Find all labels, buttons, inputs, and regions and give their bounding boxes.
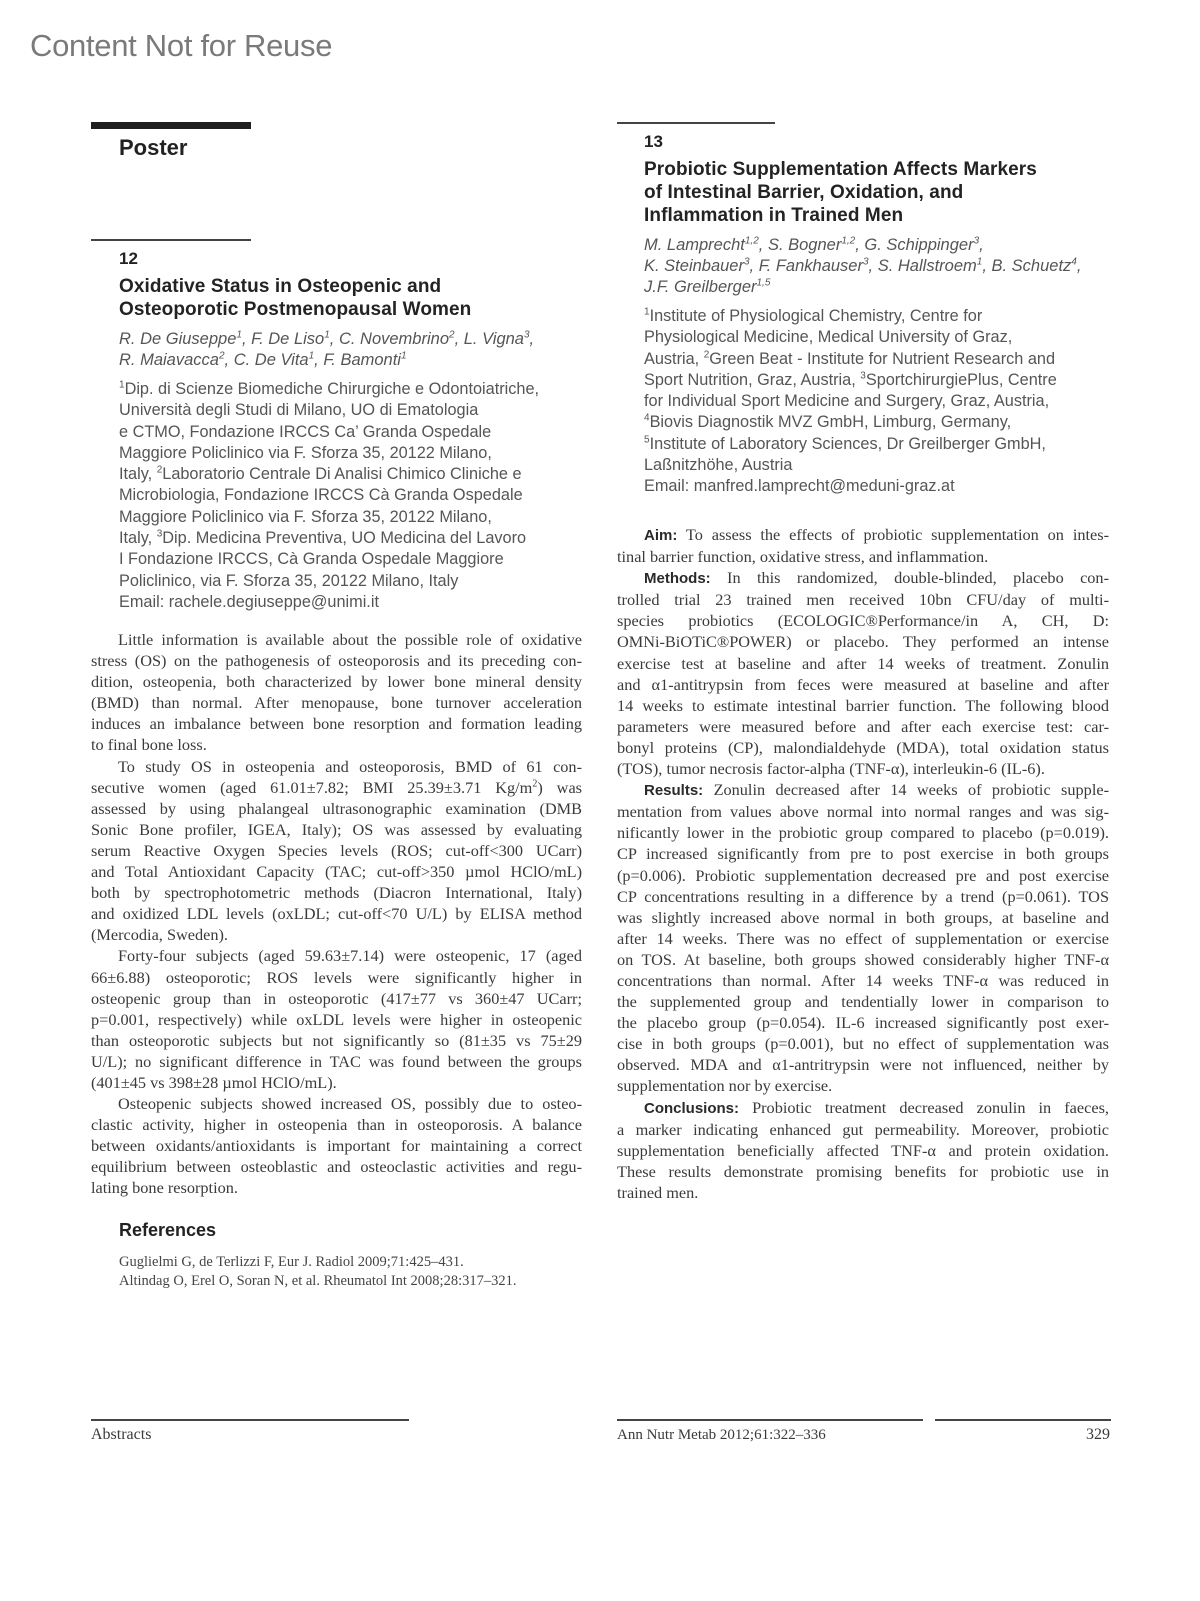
body-text: Probiotic treatment decreased zonulin in faeces, [739, 1097, 1109, 1117]
body-line: nificantly lower in the probiotic group compared to placebo (p=0.019). [617, 823, 1109, 843]
affil-line: Laßnitzhöhe, Austria [644, 456, 793, 475]
body-line: both by spectrophotometric methods (Diacron International, Italy) [91, 883, 582, 903]
abstract-12-number: 12 [119, 249, 138, 268]
affil-line: Biovis Diagnostik MVZ GmbH, Limburg, Germany, [649, 413, 1012, 432]
footer-journal-citation: Ann Nutr Metab 2012;61:322–336 [617, 1427, 826, 1443]
body-line: (BMD) than normal. After menopause, bone turnover acceleration [91, 693, 582, 713]
body-line: dition, osteopenia, both characterized by lower bone mineral density [91, 672, 582, 692]
body-line: Sonic Bone profiler, IGEA, Italy); OS was assessed by evaluating [91, 819, 582, 839]
affil-line: for Individual Sport Medicine and Surgery, Graz, Austria, [644, 392, 1050, 411]
body-text: Zonulin decreased after 14 weeks of probiotic supple- [703, 780, 1109, 800]
body-line: (TOS), tumor necrosis factor-alpha (TNF-α), interleukin-6 (IL-6). [617, 759, 1045, 779]
contact-email[interactable]: Email: manfred.lamprecht@meduni-graz.at [644, 477, 955, 496]
affil-line: e CTMO, Fondazione IRCCS Ca’ Granda Ospedale [119, 422, 492, 441]
reference-item: Altindag O, Erel O, Soran N, et al. Rheumatol Int 2008;28:317–321. [119, 1273, 517, 1289]
body-line: To study OS in osteopenia and osteoporosis, BMD of 61 con- [118, 756, 582, 776]
author: F. Fankhauser [758, 257, 863, 275]
author: F. De Liso [251, 330, 325, 348]
body-text: secutive women (aged 61.01±7.82; BMI 25.39±3.71 Kg/m [91, 777, 533, 797]
footer-rule-left [91, 1419, 409, 1421]
body-line [617, 1097, 1109, 1119]
author: C. Novembrino [338, 330, 449, 348]
author-sup: 1,5 [756, 277, 771, 289]
body-line: after 14 weeks. There was no effect of supplementation or exercise [617, 928, 1109, 948]
title-line: Osteoporotic Postmenopausal Women [119, 299, 472, 320]
affil-sup: 4 [644, 413, 650, 425]
author: L. Vigna [463, 330, 524, 348]
body-line: induces an imbalance between bone resorption and formation leading [91, 714, 582, 734]
author-sup: 1 [976, 256, 983, 268]
abstract-12-title [119, 275, 599, 321]
affil-line: Austria, [644, 349, 704, 368]
abstract-12-authors: R. De Giuseppe$^1$, F. De Liso$^1$, C. Novembrino$^2$, L. Vigna$^3$, R. Maiavacca$^2$, C. De Vita$^1$, F. Bamonti$^1$ [119, 329, 535, 369]
abstract-13-affiliations [644, 306, 1124, 498]
body-line: CP increased significantly from pre to post exercise in both groups [617, 844, 1109, 864]
body-line: bonyl proteins (CP), malondialdehyde (MDA), total oxidation status [617, 737, 1109, 757]
body-line: mentation from values above normal into normal ranges and was sig- [617, 802, 1109, 822]
abstract-12-affiliations [119, 379, 599, 613]
contact-email[interactable]: Email: rachele.degiuseppe@unimi.it [119, 592, 379, 611]
body-line [617, 567, 1109, 589]
abstract-13-authors: M. Lamprecht$^{1,2}$, S. Bogner$^{1,2}$, G. Schippinger$^3$, K. Steinbauer$^3$, F. Fankhauser$^3$, S. Hallstroem$^1$, B. Schuetz$^4$, J.F. Greilberger$^{1,5}$ [644, 235, 1082, 296]
affil-line: Dip. Medicina Preventiva, UO Medicina del Lavoro [162, 529, 527, 548]
body-line: osteopenic group than in osteoporotic (417±77 vs 360±47 UCarr; [91, 988, 582, 1008]
body-line: was slightly increased above normal in both groups, at baseline and [617, 907, 1109, 927]
body-line: lating bone resorption. [91, 1178, 238, 1198]
body-text: In this randomized, double-blinded, placebo con- [710, 568, 1109, 588]
body-line [617, 524, 1109, 546]
aim-label: Aim: [644, 527, 678, 544]
title-line: of Intestinal Barrier, Oxidation, and [644, 182, 964, 203]
affil-line: Università degli Studi di Milano, UO di Ematologia [119, 401, 479, 420]
affil-line: Dip. di Scienze Biomediche Chirurgiche e Odontoiatriche, [124, 380, 540, 398]
body-line: clastic activity, higher in osteopenia than in osteoporosis. A balance [91, 1115, 582, 1135]
body-line: and oxidized LDL levels (oxLDL; cut-off<70 U/L) by ELISA method [91, 904, 582, 924]
body-line: serum Reactive Oxygen Species levels (ROS; cut-off<300 UCarr) [91, 840, 582, 860]
body-line: (401±45 vs 398±28 µmol HClO/mL). [91, 1072, 337, 1092]
references-heading: References [119, 1220, 217, 1240]
author: G. Schippinger [864, 236, 974, 254]
author: J.F. Greilberger [644, 278, 757, 296]
affil-line: Physiological Medicine, Medical University of Graz, [644, 328, 1013, 347]
body-line: assessed by using phalangeal ultrasonographic examination (DMB [91, 798, 582, 818]
author: R. Maiavacca [119, 351, 219, 369]
body-line: 66±6.88) osteoporotic; ROS levels were significantly higher in [91, 967, 582, 987]
author: C. De Vita [233, 351, 309, 369]
affil-line: SportchirurgiePlus, Centre [865, 370, 1057, 389]
footer-rule-right [935, 1419, 1111, 1421]
affil-line: Laboratorio Centrale Di Analisi Chimico Cliniche e [162, 465, 522, 484]
references-section [119, 1220, 599, 1291]
author: B. Schuetz [991, 257, 1072, 275]
affil-line: Sport Nutrition, Graz, Austria, [644, 370, 861, 389]
body-line: the supplemented group and tendentially lower in comparison to [617, 992, 1109, 1012]
author-sup: 1,2 [744, 235, 759, 247]
affil-line: Policlinico, via F. Sforza 35, 20122 Milano, Italy [119, 571, 459, 590]
conclusions-label: Conclusions: [644, 1099, 740, 1117]
author-sup: 1 [400, 350, 407, 362]
abstract-13-title [644, 158, 1124, 227]
title-line: Inflammation in Trained Men [644, 205, 904, 226]
abstract-12-rule [91, 239, 251, 241]
body-line: (Mercodia, Sweden). [91, 925, 228, 945]
affil-line: Green Beat - Institute for Nutrient Research and [709, 349, 1055, 368]
author-sup: 1 [236, 329, 242, 341]
body-line: cise in both groups (p=0.001), but no effect of supplementation was [617, 1034, 1109, 1054]
footer-section-label: Abstracts [91, 1426, 152, 1443]
author-sup: 1 [308, 350, 315, 362]
body-line: and Total Antioxidant Capacity (TAC; cut-off>350 µmol HClO/mL) [91, 862, 582, 882]
body-text: ) was [537, 777, 583, 797]
section-rule [91, 122, 251, 129]
body-line: equilibrium between osteoblastic and osteoclastic activities and regu- [91, 1157, 582, 1177]
author: S. Bogner [767, 236, 842, 254]
author-sup: 3 [743, 256, 750, 268]
affil-line: Institute of Physiological Chemistry, Centre for [649, 307, 983, 325]
body-line: exercise test at baseline and after 14 weeks of treatment. Zonulin [617, 653, 1109, 673]
body-line: trolled trial 23 trained men received 10bn CFU/day of multi- [617, 590, 1109, 610]
watermark: Content Not for Reuse [30, 28, 333, 63]
affil-sup: 2 [703, 349, 710, 361]
body-line: p=0.001, respectively) while oxLDL levels were higher in osteopenic [91, 1009, 582, 1029]
abstract-12-body [91, 629, 582, 1199]
results-label: Results: [644, 782, 704, 800]
body-line: (p=0.006). Probiotic supplementation decreased pre and post exercise [617, 865, 1109, 885]
footer-page-number: 329 [1086, 1426, 1110, 1443]
body-line: Osteopenic subjects showed increased OS, possibly due to osteo- [118, 1094, 582, 1114]
author-sup: 1 [324, 329, 330, 341]
abstract-13-header [644, 132, 1124, 498]
author: R. De Giuseppe [119, 330, 237, 348]
author: F. Bamonti [323, 351, 401, 369]
body-line [91, 777, 582, 798]
affil-line: Maggiore Policlinico via F. Sforza 35, 20122 Milano, [119, 443, 492, 462]
affil-sup: 2 [156, 464, 163, 476]
affil-sup: 3 [860, 370, 866, 382]
body-line: species probiotics (ECOLOGIC®Performance/in A, CH, D: [617, 611, 1109, 631]
author-sup: 1,2 [841, 235, 856, 247]
body-line: stress (OS) on the pathogenesis of osteoporosis and its preceding con- [91, 651, 582, 671]
body-line: than osteoporotic subjects but not significantly so (81±35 vs 75±29 [91, 1030, 582, 1050]
body-line: supplementation beneficially affected TNF-α and protein oxidation. [617, 1140, 1109, 1160]
author: M. Lamprecht [644, 236, 745, 254]
body-line: concentrations than normal. After 14 weeks TNF-α was reduced in [617, 970, 1109, 990]
body-line: Forty-four subjects (aged 59.63±7.14) were osteopenic, 17 (aged [118, 946, 582, 966]
body-line: parameters were measured before and after each exercise test: car- [617, 716, 1109, 736]
body-line: a marker indicating enhanced gut permeability. Moreover, probiotic [617, 1119, 1109, 1139]
body-line: 14 weeks to estimate intestinal barrier function. The following blood [617, 695, 1109, 715]
author-sup: 3 [523, 329, 530, 341]
author: S. Hallstroem [877, 257, 977, 275]
abstract-12-header [119, 249, 599, 613]
author: K. Steinbauer [644, 257, 744, 275]
body-line: observed. MDA and α1-antritrypsin were not influenced, neither by [617, 1055, 1109, 1075]
footer-rule-center [617, 1419, 923, 1421]
body-line: trained men. [617, 1182, 699, 1202]
author-sup: 3 [862, 256, 869, 268]
affil-line: Institute of Laboratory Sciences, Dr Greilberger GmbH, [649, 434, 1046, 453]
title-line: Oxidative Status in Osteopenic and [119, 276, 442, 297]
body-line: between oxidants/antioxidants is important for maintaining a correct [91, 1136, 582, 1156]
body-line: These results demonstrate promising benefits for probiotic use in [617, 1161, 1109, 1181]
abstract-13-rule [617, 122, 775, 124]
affil-sup: 3 [156, 528, 163, 540]
section-heading: Poster [119, 135, 188, 160]
body-line: the placebo group (p=0.054). IL-6 increased significantly post exer- [617, 1013, 1109, 1033]
affil-sup: 1 [644, 306, 650, 318]
body-line: to final bone loss. [91, 735, 207, 755]
affil-line: Italy, [119, 529, 157, 548]
author-sup: 2 [449, 329, 455, 341]
reference-item: Guglielmi G, de Terlizzi F, Eur J. Radiol 2009;71:425–431. [119, 1254, 464, 1270]
methods-label: Methods: [644, 570, 711, 588]
body-line [617, 779, 1109, 801]
author-sup: 2 [218, 350, 225, 362]
body-line: Little information is available about the possible role of oxidative [118, 630, 582, 649]
abstract-13-body [617, 524, 1109, 1203]
body-text: To assess the effects of probiotic supplementation on intes- [677, 525, 1109, 544]
abstract-13-number: 13 [644, 132, 663, 151]
affil-line: Maggiore Policlinico via F. Sforza 35, 20122 Milano, [119, 507, 492, 526]
title-line: Probiotic Supplementation Affects Markers [644, 159, 1037, 180]
author-sup: 3 [973, 235, 980, 247]
superscript: 2 [532, 778, 538, 790]
body-line: on TOS. At baseline, both groups showed considerably higher TNF-α [617, 949, 1109, 969]
author-sup: 4 [1071, 256, 1077, 268]
references-list [119, 1253, 599, 1291]
affil-sup: 1 [119, 379, 125, 391]
body-line: tinal barrier function, oxidative stress, and inflammation. [617, 547, 989, 567]
body-line: OMNi-BiOTiC®POWER) or placebo. They performed an intense [617, 632, 1109, 652]
body-line: supplementation nor by exercise. [617, 1076, 833, 1096]
body-line: U/L); no significant difference in TAC was found between the groups [91, 1051, 582, 1071]
affil-sup: 5 [644, 434, 650, 446]
affil-line: I Fondazione IRCCS, Cà Granda Ospedale Maggiore [119, 550, 504, 569]
body-line: and α1-antitrypsin from feces were measured at baseline and after [617, 674, 1109, 694]
affil-line: Italy, [119, 465, 157, 484]
body-line: CP concentrations resulting in a difference by a trend (p=0.061). TOS [617, 886, 1109, 906]
affil-line: Microbiologia, Fondazione IRCCS Cà Granda Ospedale [119, 486, 523, 505]
